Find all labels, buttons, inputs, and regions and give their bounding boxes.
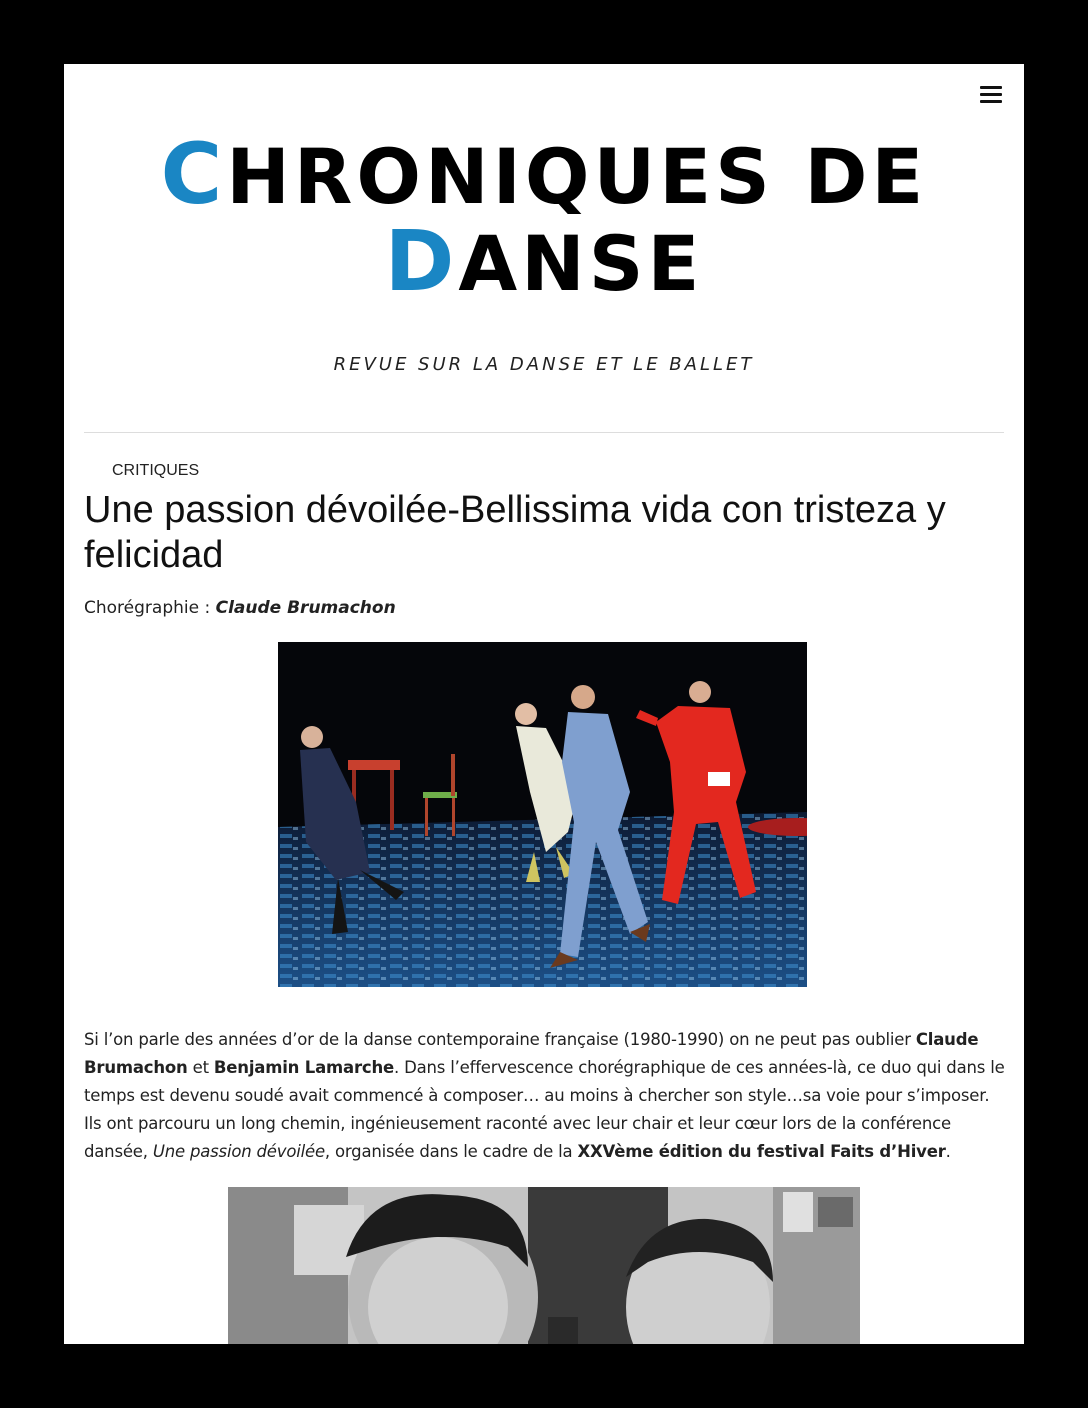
choreography-credit: [84, 598, 396, 618]
portrait-photo-image: [228, 1187, 860, 1344]
choreo-label: Chorégraphie :: [84, 598, 211, 618]
menu-bar: [980, 100, 1002, 103]
article-paragraph: [84, 1026, 1009, 1166]
menu-bar: [980, 93, 1002, 96]
site-title-link[interactable]: [154, 125, 934, 310]
hamburger-menu-icon[interactable]: [980, 86, 1002, 104]
choreo-name: Claude Brumachon: [215, 598, 396, 618]
header-divider: [84, 432, 1004, 433]
post-title: Une passion dévoilée-Bellissima vida con tristeza y felicidad: [84, 489, 946, 576]
paragraph-text: , organisée dans le cadre de la: [324, 1142, 578, 1161]
paragraph-text: et: [187, 1058, 214, 1077]
page: [64, 64, 1024, 1344]
stage-photo[interactable]: [278, 642, 807, 987]
title-accent-letter: D: [384, 212, 459, 310]
title-accent-letter: C: [160, 125, 227, 223]
bold-name: Benjamin Lamarche: [213, 1058, 394, 1077]
paragraph-text: Si l’on parle des années d’or de la danse contemporaine française (1980-1990) on ne peut pas oublier: [84, 1030, 916, 1049]
portrait-photo[interactable]: [228, 1187, 860, 1344]
paragraph-text: . Dans l’effervescence chorégraphique de ces années-là, ce duo qui dans le temps est devenu soudé avait commencé à composer… au moins à chercher son style…sa voie pour s’imposer. Ils ont parcouru un long chemin, ingénieusement raconté avec leur chair et leur cœur lors de la conférence dansée,: [84, 1058, 1005, 1161]
stage-photo-image: [278, 642, 807, 987]
italic-title: Une passion dévoilée: [152, 1142, 325, 1161]
site-tagline: REVUE SUR LA DANSE ET LE BALLET: [333, 354, 755, 375]
title-text: ANSE: [458, 219, 704, 308]
title-text: HRONIQUES DE: [226, 132, 928, 221]
paragraph-text: .: [945, 1142, 951, 1161]
bold-name: Claude Brumachon: [84, 1030, 979, 1077]
category-link[interactable]: CRITIQUES: [112, 462, 200, 479]
bold-festival: XXVème édition du festival Faits d’Hiver: [577, 1142, 946, 1161]
menu-bar: [980, 86, 1002, 89]
